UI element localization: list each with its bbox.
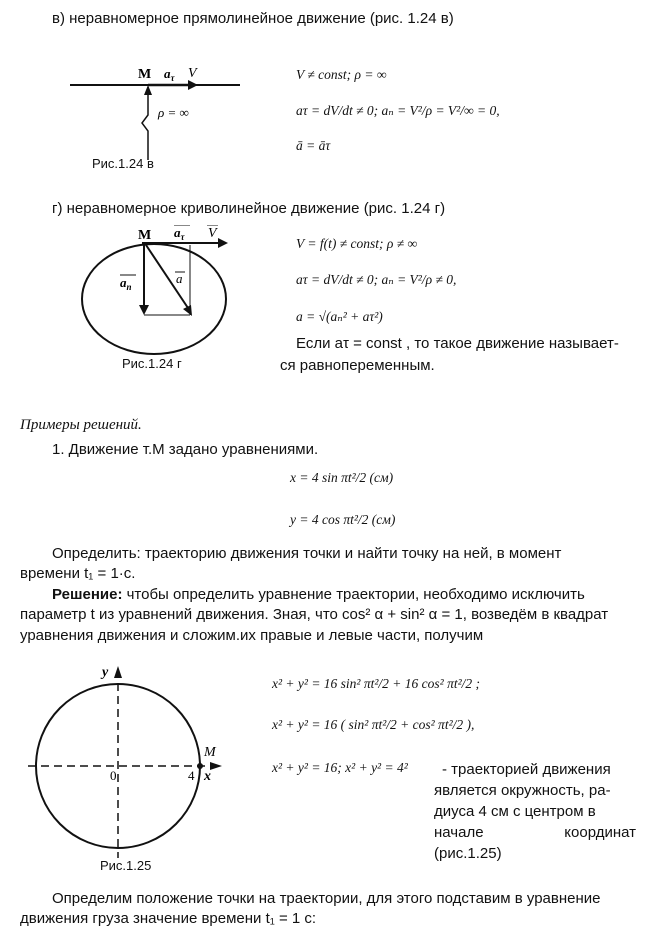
derivation-desc-2: является окружность, ра-: [434, 782, 611, 799]
figure-1-25-caption: Рис.1.25: [100, 858, 152, 873]
total-accel-vector: [146, 245, 190, 311]
determine-line-1: Определить: траекторию движения точки и найти точку на ней, в момент: [52, 545, 562, 562]
formula-g-2: aτ = dV/dt ≠ 0; aₙ = V²/ρ ≠ 0,: [296, 272, 457, 287]
v-label: V: [188, 66, 197, 81]
equation-x: x = 4 sin πt²/2 (см): [290, 470, 394, 485]
figure-1-24-g-caption: Рис.1.24 г: [122, 356, 182, 371]
derivation-desc-1: - траекторией движения: [442, 761, 611, 778]
rho-label: ρ = ∞: [158, 105, 189, 120]
section-v-title: в) неравномерное прямолинейное движение (рис. 1.24 в): [52, 10, 454, 27]
x-axis-label: x: [204, 769, 211, 784]
derivation-line-3: x² + y² = 16; x² + y² = 4²: [272, 760, 408, 775]
an-label: $a_n$: [120, 275, 132, 292]
final-line-1: Определим положение точки на траектории, для этого подставим в уравнение: [52, 890, 601, 907]
examples-heading: Примеры решений.: [20, 417, 142, 433]
curved-trajectory: [82, 244, 226, 354]
formula-v-3: ā = āτ: [296, 138, 331, 153]
a-tau-label: $a_\tau$: [174, 225, 185, 242]
radius-line: [142, 87, 148, 160]
derivation-desc-5: (рис.1.25): [434, 845, 502, 862]
solution-line-3: уравнения движения и сложим.их правые и левые части, получим: [20, 627, 484, 644]
uniform-accel-text-1: Если aτ = const , то такое движение называет-: [296, 335, 619, 352]
formula-g-3: a = √(aₙ² + aτ²): [296, 309, 383, 324]
a-bar-label: a: [176, 271, 183, 286]
figure-1-24-v: [60, 55, 250, 175]
a-tau-label: $a_\tau$: [164, 66, 175, 83]
point-m-label: M: [138, 67, 152, 82]
figure-1-24-g: [70, 225, 250, 355]
y-axis-label: y: [102, 665, 109, 680]
example-1-intro: 1. Движение т.М задано уравнениями.: [52, 441, 319, 458]
section-g-title: г) неравномерное криволинейное движение (рис. 1.24 г): [52, 200, 446, 217]
figure-1-24-v-caption: Рис.1.24 в: [92, 156, 154, 171]
determine-line-2: времени t₁ = 1·c.: [20, 565, 136, 582]
derivation-line-2: x² + y² = 16 ( sin² πt²/2 + cos² πt²/2 ),: [272, 717, 475, 732]
derivation-desc-4: начале координат: [434, 824, 636, 841]
point-m-label: M: [138, 228, 152, 243]
final-line-2: движения груза значение времени t₁ = 1 с:: [20, 910, 317, 927]
figure-1-25: [20, 660, 250, 860]
velocity-arrowhead: [188, 80, 198, 90]
uniform-accel-text-2: ся равнопеременным.: [280, 357, 435, 374]
solution-label: Решение:: [52, 586, 123, 603]
point-m-label: M: [204, 745, 216, 760]
origin-label: 0: [110, 768, 117, 783]
formula-v-2: aτ = dV/dt ≠ 0; aₙ = V²/ρ = V²/∞ = 0,: [296, 103, 500, 118]
formula-g-1: V = f(t) ≠ const; ρ ≠ ∞: [296, 236, 418, 251]
solution-line-1: Решение: чтобы определить уравнение траектории, необходимо исключить: [52, 586, 585, 603]
derivation-line-1: x² + y² = 16 sin² πt²/2 + 16 cos² πt²/2 ;: [272, 676, 480, 691]
v-label: V: [208, 226, 217, 241]
tick-4-label: 4: [188, 768, 195, 783]
derivation-desc-3: диуса 4 см с центром в: [434, 803, 596, 820]
solution-line-2: параметр t из уравнений движения. Зная, что cos² α + sin² α = 1, возведём в квадрат: [20, 606, 609, 623]
formula-v-1: V ≠ const; ρ = ∞: [296, 67, 387, 82]
point-m-marker: [197, 763, 203, 769]
equation-y: y = 4 cos πt²/2 (см): [290, 512, 396, 527]
